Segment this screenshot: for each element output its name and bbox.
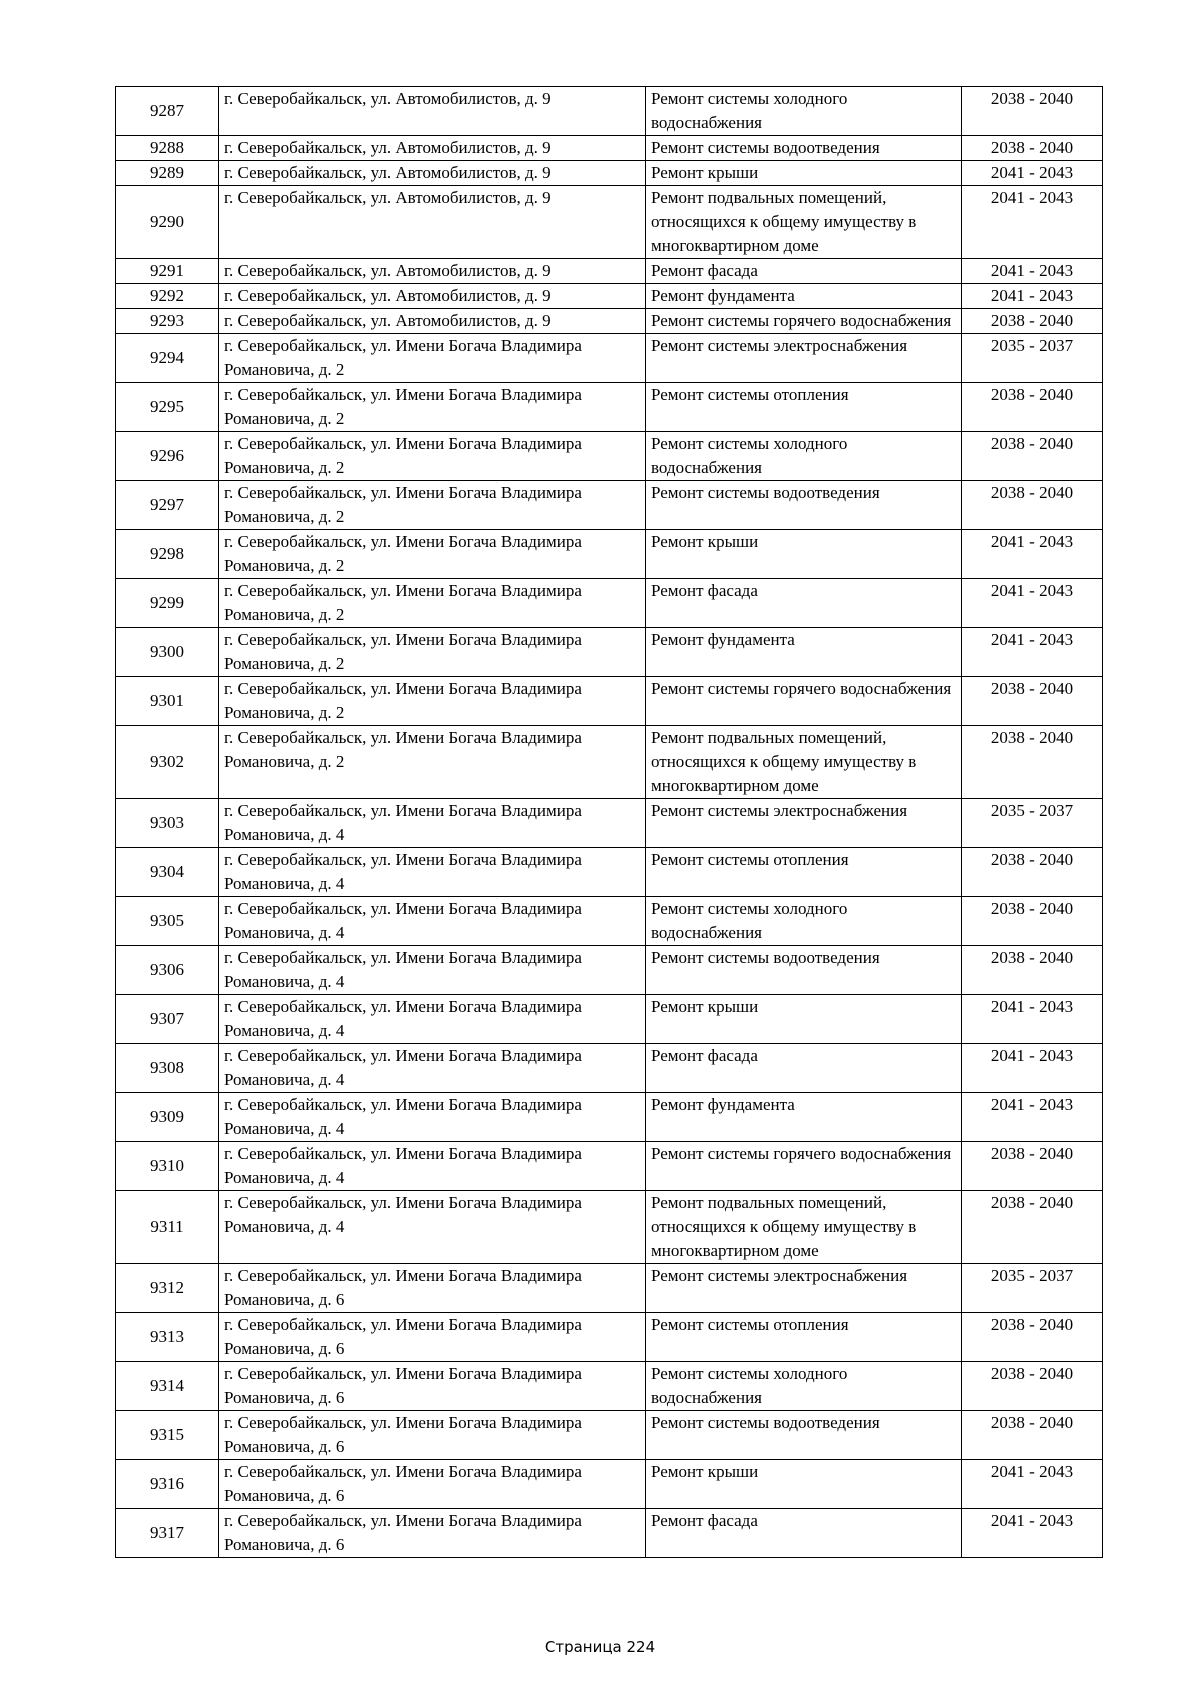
- address-cell: г. Северобайкальск, ул. Имени Богача Владимира Романовича, д. 4: [219, 1191, 646, 1264]
- address-cell: г. Северобайкальск, ул. Имени Богача Владимира Романовича, д. 6: [219, 1411, 646, 1460]
- table-row: [116, 799, 1103, 848]
- row-number-cell: 9290: [116, 186, 219, 259]
- address-cell: г. Северобайкальск, ул. Имени Богача Владимира Романовича, д. 2: [219, 383, 646, 432]
- work-type-cell: Ремонт системы горячего водоснабжения: [646, 1142, 962, 1191]
- row-number-cell: 9306: [116, 946, 219, 995]
- row-number-cell: 9303: [116, 799, 219, 848]
- work-type-cell: Ремонт системы отопления: [646, 383, 962, 432]
- table-row: [116, 334, 1103, 383]
- period-cell: 2041 - 2043: [962, 259, 1103, 284]
- table-row: [116, 383, 1103, 432]
- table-row: [116, 995, 1103, 1044]
- work-type-cell: Ремонт системы холодного водоснабжения: [646, 897, 962, 946]
- address-cell: г. Северобайкальск, ул. Имени Богача Владимира Романовича, д. 2: [219, 579, 646, 628]
- row-number-cell: 9315: [116, 1411, 219, 1460]
- period-cell: 2038 - 2040: [962, 897, 1103, 946]
- period-cell: 2041 - 2043: [962, 579, 1103, 628]
- period-cell: 2038 - 2040: [962, 726, 1103, 799]
- row-number-cell: 9304: [116, 848, 219, 897]
- row-number-cell: 9309: [116, 1093, 219, 1142]
- address-cell: г. Северобайкальск, ул. Имени Богача Владимира Романовича, д. 4: [219, 946, 646, 995]
- work-type-cell: Ремонт системы водоотведения: [646, 1411, 962, 1460]
- table-row: [116, 628, 1103, 677]
- table-row: [116, 432, 1103, 481]
- table-row: [116, 530, 1103, 579]
- period-cell: 2038 - 2040: [962, 848, 1103, 897]
- table-row: [116, 1142, 1103, 1191]
- period-cell: 2041 - 2043: [962, 161, 1103, 186]
- work-type-cell: Ремонт системы горячего водоснабжения: [646, 677, 962, 726]
- row-number-cell: 9289: [116, 161, 219, 186]
- row-number-cell: 9317: [116, 1509, 219, 1558]
- work-type-cell: Ремонт системы водоотведения: [646, 136, 962, 161]
- period-cell: 2041 - 2043: [962, 1509, 1103, 1558]
- page-number: Страница 224: [544, 1638, 656, 1656]
- address-cell: г. Северобайкальск, ул. Имени Богача Владимира Романовича, д. 2: [219, 481, 646, 530]
- work-type-cell: Ремонт фундамента: [646, 284, 962, 309]
- table-row: [116, 897, 1103, 946]
- row-number-cell: 9301: [116, 677, 219, 726]
- period-cell: 2038 - 2040: [962, 136, 1103, 161]
- table-row: [116, 1044, 1103, 1093]
- period-cell: 2035 - 2037: [962, 799, 1103, 848]
- address-cell: г. Северобайкальск, ул. Имени Богача Владимира Романовича, д. 4: [219, 1142, 646, 1191]
- address-cell: г. Северобайкальск, ул. Автомобилистов, д. 9: [219, 284, 646, 309]
- row-number-cell: 9310: [116, 1142, 219, 1191]
- period-cell: 2038 - 2040: [962, 1411, 1103, 1460]
- address-cell: г. Северобайкальск, ул. Имени Богача Владимира Романовича, д. 4: [219, 848, 646, 897]
- table-row: [116, 946, 1103, 995]
- work-type-cell: Ремонт крыши: [646, 530, 962, 579]
- work-type-cell: Ремонт фундамента: [646, 1093, 962, 1142]
- work-type-cell: Ремонт системы водоотведения: [646, 481, 962, 530]
- table-row: [116, 1313, 1103, 1362]
- period-cell: 2038 - 2040: [962, 1142, 1103, 1191]
- work-type-cell: Ремонт системы электроснабжения: [646, 334, 962, 383]
- address-cell: г. Северобайкальск, ул. Имени Богача Владимира Романовича, д. 2: [219, 334, 646, 383]
- row-number-cell: 9288: [116, 136, 219, 161]
- row-number-cell: 9287: [116, 87, 219, 136]
- row-number-cell: 9298: [116, 530, 219, 579]
- row-number-cell: 9312: [116, 1264, 219, 1313]
- row-number-cell: 9314: [116, 1362, 219, 1411]
- table-row: [116, 1264, 1103, 1313]
- work-type-cell: Ремонт системы холодного водоснабжения: [646, 432, 962, 481]
- work-type-cell: Ремонт системы холодного водоснабжения: [646, 1362, 962, 1411]
- table-row: [116, 284, 1103, 309]
- row-number-cell: 9297: [116, 481, 219, 530]
- row-number-cell: 9308: [116, 1044, 219, 1093]
- table-body: [116, 87, 1103, 1558]
- table-row: [116, 1460, 1103, 1509]
- table-row: [116, 1411, 1103, 1460]
- period-cell: 2038 - 2040: [962, 946, 1103, 995]
- work-type-cell: Ремонт фасада: [646, 579, 962, 628]
- work-type-cell: Ремонт крыши: [646, 161, 962, 186]
- table-row: [116, 481, 1103, 530]
- row-number-cell: 9293: [116, 309, 219, 334]
- row-number-cell: 9300: [116, 628, 219, 677]
- address-cell: г. Северобайкальск, ул. Имени Богача Владимира Романовича, д. 6: [219, 1264, 646, 1313]
- address-cell: г. Северобайкальск, ул. Имени Богача Владимира Романовича, д. 6: [219, 1313, 646, 1362]
- work-type-cell: Ремонт системы водоотведения: [646, 946, 962, 995]
- work-type-cell: Ремонт подвальных помещений, относящихся к общему имуществу в многоквартирном доме: [646, 1191, 962, 1264]
- address-cell: г. Северобайкальск, ул. Имени Богача Владимира Романовича, д. 6: [219, 1460, 646, 1509]
- work-type-cell: Ремонт подвальных помещений, относящихся к общему имуществу в многоквартирном доме: [646, 726, 962, 799]
- period-cell: 2035 - 2037: [962, 1264, 1103, 1313]
- row-number-cell: 9313: [116, 1313, 219, 1362]
- table-row: [116, 161, 1103, 186]
- work-type-cell: Ремонт системы холодного водоснабжения: [646, 87, 962, 136]
- row-number-cell: 9295: [116, 383, 219, 432]
- address-cell: г. Северобайкальск, ул. Имени Богача Владимира Романовича, д. 6: [219, 1362, 646, 1411]
- work-type-cell: Ремонт крыши: [646, 995, 962, 1044]
- row-number-cell: 9302: [116, 726, 219, 799]
- work-type-cell: Ремонт подвальных помещений, относящихся к общему имуществу в многоквартирном доме: [646, 186, 962, 259]
- period-cell: 2041 - 2043: [962, 1044, 1103, 1093]
- address-cell: г. Северобайкальск, ул. Автомобилистов, д. 9: [219, 87, 646, 136]
- period-cell: 2041 - 2043: [962, 530, 1103, 579]
- address-cell: г. Северобайкальск, ул. Имени Богача Владимира Романовича, д. 4: [219, 995, 646, 1044]
- period-cell: 2041 - 2043: [962, 186, 1103, 259]
- row-number-cell: 9305: [116, 897, 219, 946]
- address-cell: г. Северобайкальск, ул. Имени Богача Владимира Романовича, д. 2: [219, 530, 646, 579]
- table-row: [116, 579, 1103, 628]
- table-row: [116, 1362, 1103, 1411]
- table-row: [116, 848, 1103, 897]
- address-cell: г. Северобайкальск, ул. Имени Богача Владимира Романовича, д. 2: [219, 432, 646, 481]
- address-cell: г. Северобайкальск, ул. Автомобилистов, д. 9: [219, 186, 646, 259]
- table-row: [116, 1093, 1103, 1142]
- period-cell: 2041 - 2043: [962, 1460, 1103, 1509]
- period-cell: 2038 - 2040: [962, 481, 1103, 530]
- period-cell: 2038 - 2040: [962, 677, 1103, 726]
- table-row: [116, 1191, 1103, 1264]
- period-cell: 2038 - 2040: [962, 1313, 1103, 1362]
- address-cell: г. Северобайкальск, ул. Автомобилистов, д. 9: [219, 136, 646, 161]
- period-cell: 2038 - 2040: [962, 432, 1103, 481]
- row-number-cell: 9311: [116, 1191, 219, 1264]
- address-cell: г. Северобайкальск, ул. Автомобилистов, д. 9: [219, 309, 646, 334]
- row-number-cell: 9307: [116, 995, 219, 1044]
- row-number-cell: 9292: [116, 284, 219, 309]
- address-cell: г. Северобайкальск, ул. Имени Богача Владимира Романовича, д. 2: [219, 677, 646, 726]
- table-row: [116, 259, 1103, 284]
- address-cell: г. Северобайкальск, ул. Имени Богача Владимира Романовича, д. 2: [219, 628, 646, 677]
- work-type-cell: Ремонт фасада: [646, 1044, 962, 1093]
- period-cell: 2038 - 2040: [962, 1191, 1103, 1264]
- table-row: [116, 726, 1103, 799]
- address-cell: г. Северобайкальск, ул. Автомобилистов, д. 9: [219, 161, 646, 186]
- work-type-cell: Ремонт системы электроснабжения: [646, 1264, 962, 1313]
- address-cell: г. Северобайкальск, ул. Имени Богача Владимира Романовича, д. 4: [219, 799, 646, 848]
- period-cell: 2041 - 2043: [962, 1093, 1103, 1142]
- period-cell: 2041 - 2043: [962, 628, 1103, 677]
- row-number-cell: 9316: [116, 1460, 219, 1509]
- table-row: [116, 1509, 1103, 1558]
- work-type-cell: Ремонт фундамента: [646, 628, 962, 677]
- table-row: [116, 136, 1103, 161]
- work-type-cell: Ремонт системы электроснабжения: [646, 799, 962, 848]
- works-table: [115, 86, 1103, 1558]
- table-row: [116, 309, 1103, 334]
- work-type-cell: Ремонт фасада: [646, 1509, 962, 1558]
- row-number-cell: 9299: [116, 579, 219, 628]
- address-cell: г. Северобайкальск, ул. Имени Богача Владимира Романовича, д. 4: [219, 1093, 646, 1142]
- work-type-cell: Ремонт крыши: [646, 1460, 962, 1509]
- work-type-cell: Ремонт фасада: [646, 259, 962, 284]
- period-cell: 2041 - 2043: [962, 995, 1103, 1044]
- period-cell: 2035 - 2037: [962, 334, 1103, 383]
- period-cell: 2038 - 2040: [962, 87, 1103, 136]
- period-cell: 2038 - 2040: [962, 383, 1103, 432]
- period-cell: 2041 - 2043: [962, 284, 1103, 309]
- row-number-cell: 9294: [116, 334, 219, 383]
- period-cell: 2038 - 2040: [962, 1362, 1103, 1411]
- row-number-cell: 9296: [116, 432, 219, 481]
- address-cell: г. Северобайкальск, ул. Имени Богача Владимира Романовича, д. 2: [219, 726, 646, 799]
- address-cell: г. Северобайкальск, ул. Имени Богача Владимира Романовича, д. 4: [219, 1044, 646, 1093]
- address-cell: г. Северобайкальск, ул. Имени Богача Владимира Романовича, д. 4: [219, 897, 646, 946]
- table-row: [116, 677, 1103, 726]
- period-cell: 2038 - 2040: [962, 309, 1103, 334]
- work-type-cell: Ремонт системы горячего водоснабжения: [646, 309, 962, 334]
- address-cell: г. Северобайкальск, ул. Имени Богача Владимира Романовича, д. 6: [219, 1509, 646, 1558]
- address-cell: г. Северобайкальск, ул. Автомобилистов, д. 9: [219, 259, 646, 284]
- row-number-cell: 9291: [116, 259, 219, 284]
- work-type-cell: Ремонт системы отопления: [646, 1313, 962, 1362]
- table-row: [116, 186, 1103, 259]
- table-row: [116, 87, 1103, 136]
- work-type-cell: Ремонт системы отопления: [646, 848, 962, 897]
